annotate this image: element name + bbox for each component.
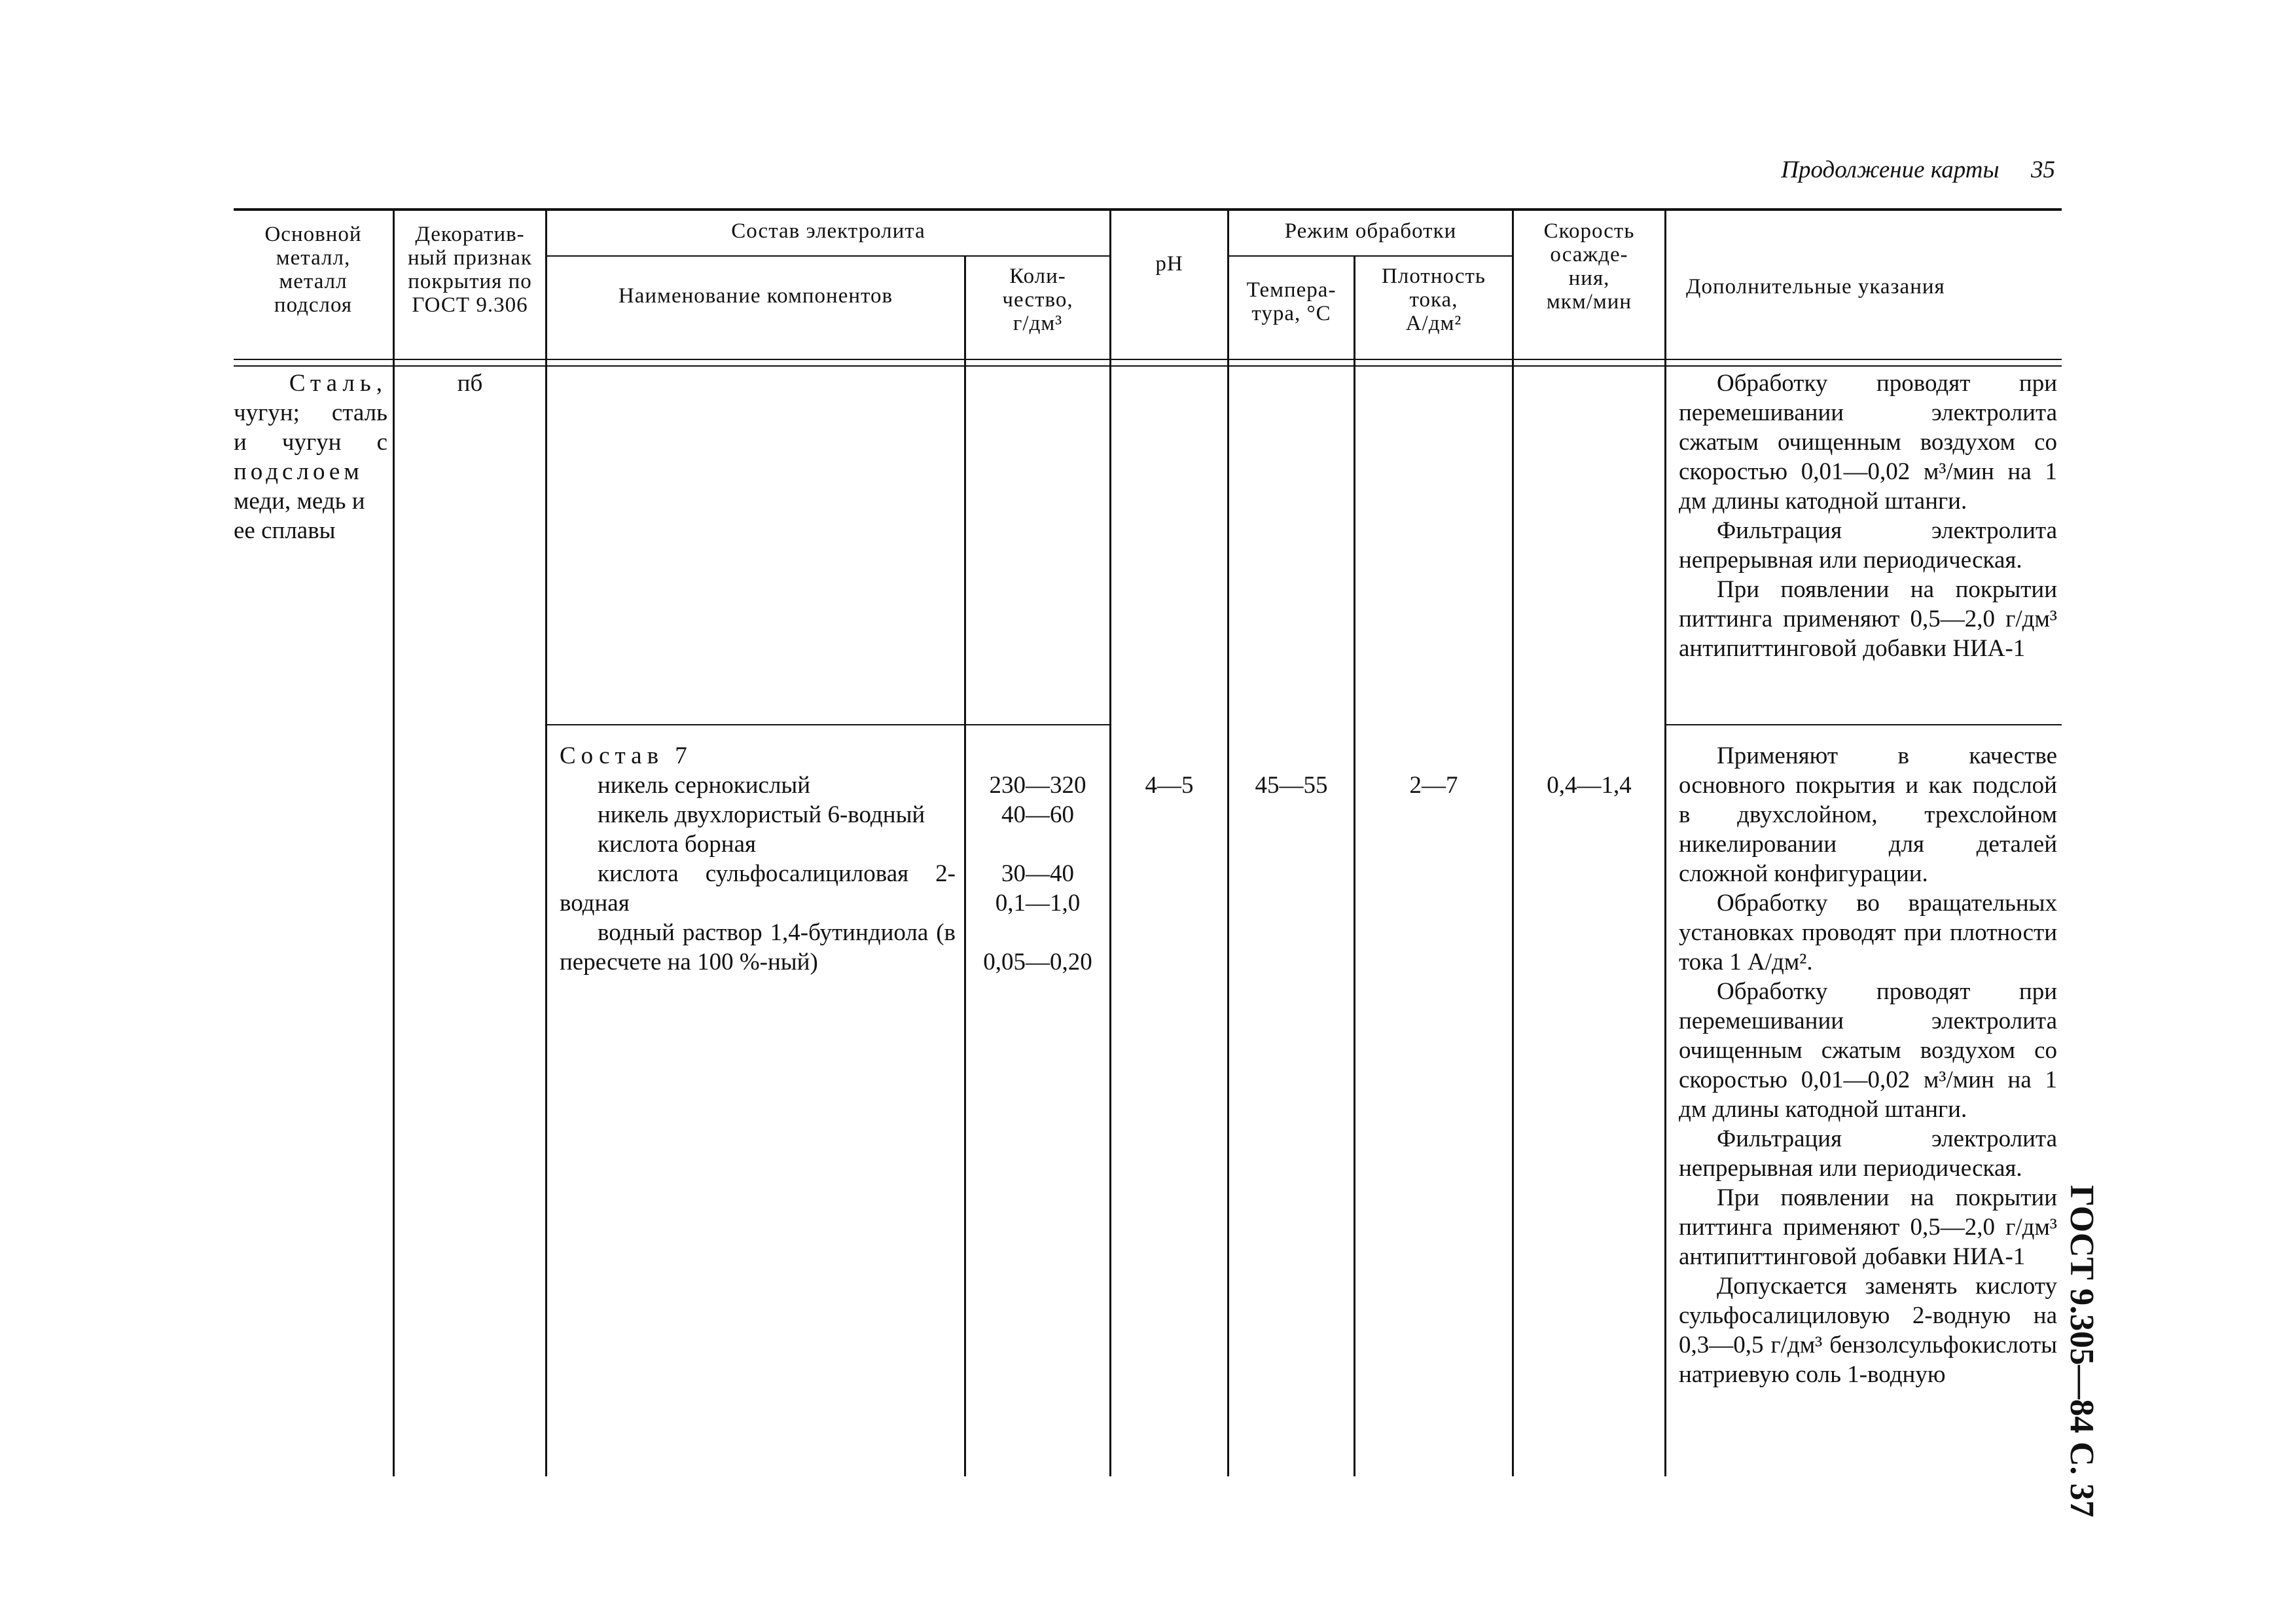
component-qty: 0,1—1,0 [995, 890, 1081, 917]
composition-7-title: Состав 7 [560, 742, 692, 769]
header-decor-line: Декоратив- [415, 223, 525, 246]
header-quantity [966, 264, 1109, 335]
note-text: Обработку проводят при перемешивании электролита сжатым очищенным воздухом со скоростью 0,01—0,02 м³/мин на 1 дм длины катодной штанги. [1679, 370, 2057, 515]
notes-lower [1679, 741, 2057, 1389]
base-metal-line: ее сплавы [234, 517, 336, 544]
composition-7-quantities [966, 771, 1109, 977]
header-decor-line: покрытия по [408, 270, 532, 293]
header-base-metal-line: металл, [276, 246, 351, 270]
note-paragraph [1679, 369, 2057, 516]
note-paragraph [1679, 516, 2057, 575]
col-line-1 [393, 210, 395, 1476]
base-metal-line: Сталь, [289, 370, 387, 397]
component-name: кислота борная [598, 831, 757, 858]
header-current-density [1355, 264, 1512, 335]
header-density-line: тока, [1409, 288, 1458, 312]
note-paragraph [1679, 977, 2057, 1124]
header-density-line: А/дм² [1405, 312, 1462, 335]
component-name: никель двухлористый 6-водный [598, 801, 925, 828]
note-paragraph [1679, 575, 2057, 663]
notes-row-separator [1664, 724, 2062, 725]
header-mode: Режим обработки [1284, 219, 1457, 243]
cell-temperature: 45—55 [1255, 772, 1328, 799]
header-quantity-line: г/дм³ [1013, 312, 1063, 335]
col-line-8 [1664, 210, 1666, 1476]
qty-spacer [966, 830, 1109, 859]
base-metal-line: подслоем [234, 458, 363, 485]
base-metal-line: и чугун с [234, 429, 387, 456]
note-text: Обработку проводят при перемешивании электролита очищенным сжатым воздухом со скоростью 0,01—0,02 м³/мин на 1 дм длины катодной штанги. [1679, 978, 2057, 1123]
header-temperature-line: тура, °С [1251, 302, 1331, 325]
component-qty: 40—60 [1001, 801, 1074, 828]
note-paragraph [1679, 888, 2057, 977]
table-top-rule [234, 208, 2062, 211]
composition-7-components [560, 771, 956, 977]
note-paragraph [1679, 1271, 2057, 1389]
col-line-7 [1512, 210, 1514, 1476]
header-ph: pH [1155, 252, 1183, 276]
component-name: никель сернокислый [598, 772, 811, 799]
note-paragraph [1679, 1124, 2057, 1183]
header-temperature [1229, 278, 1354, 325]
header-temperature-line: Темпера- [1246, 278, 1336, 302]
col-line-6 [1354, 257, 1355, 1476]
header-bottom-rule-1 [234, 359, 2062, 360]
header-decorative [395, 223, 545, 317]
col-line-4 [1109, 210, 1111, 1476]
note-text: Применяют в качестве основного покрытия и как подслой в двухслойном, трехслойном никелировании для деталей сложной конфигурации. [1679, 742, 2057, 887]
component-name: кислота сульфосалициловая 2-водная [560, 860, 956, 917]
running-head-number: 35 [2031, 156, 2055, 183]
header-deposition-speed [1514, 219, 1664, 314]
cell-ph: 4—5 [1145, 772, 1194, 799]
header-density-line: Плотность [1382, 264, 1486, 288]
base-metal-line: чугун; сталь [234, 399, 387, 426]
component-qty: 0,05—0,20 [983, 949, 1092, 976]
col-line-5 [1227, 210, 1229, 1476]
running-head [1728, 156, 2055, 184]
header-speed-line: осажде- [1550, 243, 1628, 266]
header-quantity-line: чество, [1002, 288, 1073, 312]
note-text: При появлении на покрытии питтинга применяют 0,5—2,0 г/дм³ антипиттинговой добавки НИА-1 [1679, 576, 2057, 662]
running-head-label: Продолжение карты [1781, 156, 2000, 183]
col-line-2 [545, 210, 547, 1476]
notes-upper [1679, 369, 2057, 663]
header-quantity-line: Коли- [1009, 264, 1066, 288]
header-decor-line: ГОСТ 9.306 [412, 293, 528, 317]
cell-decorative: пб [457, 370, 483, 397]
header-base-metal-line: Основной [264, 223, 362, 246]
header-speed-line: ния, [1568, 266, 1610, 290]
component-qty: 30—40 [1001, 860, 1074, 887]
note-paragraph [1679, 741, 2057, 888]
composition-row-separator [545, 724, 1109, 725]
header-base-metal-line: подслоя [274, 293, 353, 317]
mode-subheader-rule [1227, 255, 1512, 257]
note-text: Фильтрация электролита непрерывная или периодическая. [1679, 517, 2057, 574]
header-base-metal-line: металл [279, 270, 348, 293]
header-component-name: Наименование компонентов [618, 284, 893, 308]
header-notes: Дополнительные указания [1686, 275, 1945, 299]
header-decor-line: ный признак [408, 246, 532, 270]
header-base-metal [234, 223, 393, 317]
component-qty: 230—320 [989, 772, 1086, 799]
header-bottom-rule-2 [234, 365, 2062, 367]
header-speed-line: мкм/мин [1546, 290, 1632, 314]
cell-base-metal [234, 369, 387, 545]
header-speed-line: Скорость [1543, 219, 1635, 243]
note-text: При появлении на покрытии питтинга применяют 0,5—2,0 г/дм³ антипиттинговой добавки НИА-1 [1679, 1184, 2057, 1270]
note-paragraph [1679, 1183, 2057, 1271]
component-name: водный раствор 1,4-бутиндиола (в пересчете на 100 %-ный) [560, 919, 956, 976]
note-text: Фильтрация электролита непрерывная или периодическая. [1679, 1125, 2057, 1182]
composition-subheader-rule [545, 255, 1109, 257]
cell-deposition-speed: 0,4—1,4 [1547, 772, 1632, 799]
header-composition: Состав электролита [731, 219, 925, 243]
qty-spacer [966, 918, 1109, 947]
note-text: Обработку во вращательных установках проводят при плотности тока 1 А/дм². [1679, 890, 2057, 976]
base-metal-line: меди, медь и [234, 488, 365, 515]
cell-current-density: 2—7 [1409, 772, 1458, 799]
side-document-title: ГОСТ 9.305—84 С. 37 [2063, 1185, 2100, 1518]
note-text: Допускается заменять кислоту сульфосалициловую 2-водную на 0,3—0,5 г/дм³ бензолсульфокислоты натриевую соль 1-водную [1679, 1273, 2057, 1388]
